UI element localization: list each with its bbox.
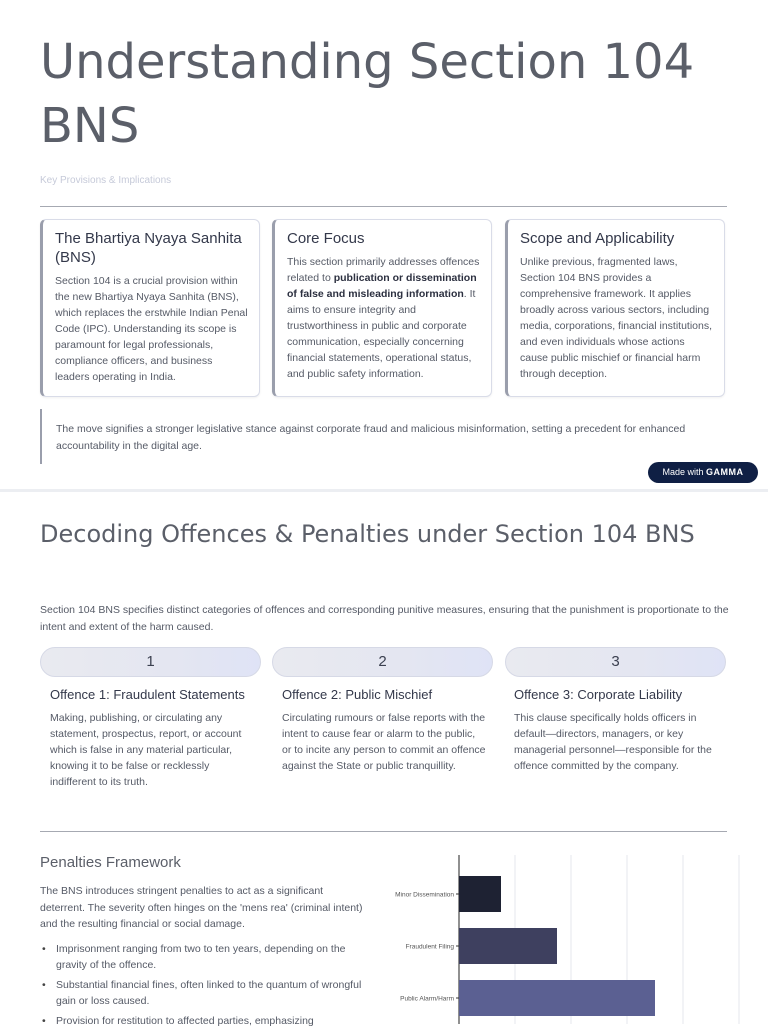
list-item: • Substantial financial fines, often linked to the quantum of wrongful gain or loss caused. [40, 977, 370, 1009]
card-core-focus [272, 219, 492, 397]
offence-heading: Offence 1: Fraudulent Statements [50, 687, 245, 702]
offence-body: Circulating rumours or false reports with the intent to cause fear or alarm to the public, or to incite any person to commit an offence against the State or public tranquillity. [282, 711, 486, 773]
penalties-heading: Penalties Framework [40, 854, 181, 871]
chart-category-label: Fraudulent Filing [405, 943, 454, 951]
offence-body: This clause specifically holds officers in default—directors, managers, or key managerial personnel—responsible for the offence committed by the company. [514, 711, 712, 773]
step-pill-1: 1 [40, 647, 261, 677]
page-subtitle: Key Provisions & Implications [40, 175, 172, 186]
card-heading: The Bhartiya Nyaya Sanhita (BNS) [55, 230, 242, 266]
offence-heading: Offence 2: Public Mischief [282, 687, 433, 702]
card-scope [505, 219, 725, 397]
step-pill-2: 2 [272, 647, 493, 677]
penalty-bar-chart [380, 855, 748, 1024]
penalties-intro: The BNS introduces stringent penalties to act as a significant deterrent. The severity often hinges on the 'mens rea' (criminal intent) and the resulting financial or social damage. [40, 885, 363, 930]
page-title: Understanding Section 104 BNS [40, 34, 695, 154]
offence-heading: Offence 3: Corporate Liability [514, 687, 683, 702]
badge-prefix: Made with [662, 467, 704, 477]
chart-bar [459, 980, 655, 1016]
card-body-text: This section primarily addresses offences related to [287, 256, 480, 284]
made-with-gamma-badge[interactable] [648, 462, 758, 483]
card-bns [40, 219, 260, 397]
list-item: • Imprisonment ranging from two to ten years, depending on the gravity of the offence. [40, 941, 370, 973]
card-body-emphasis: publication or dissemination of false and misleading information [287, 272, 477, 300]
card-heading: Scope and Applicability [520, 230, 675, 247]
chart-category-label: Public Alarm/Harm [400, 995, 454, 1003]
gamma-logo: GAMMA [706, 467, 744, 477]
list-item: • Provision for restitution to affected parties, emphasizing [40, 1013, 370, 1029]
chart-category-label: Minor Dissemination [395, 891, 454, 899]
slide-1 [0, 0, 768, 490]
offence-body: Making, publishing, or circulating any statement, prospectus, report, or account which is false in any material particular, knowing it to be false or recklessly indifferent to its truth. [50, 711, 242, 789]
chart-bar [459, 876, 501, 912]
offence-fraudulent-statements [50, 687, 255, 791]
divider [40, 206, 727, 207]
chart-bar [459, 928, 557, 964]
penalties-list [40, 941, 370, 1033]
card-body-text: . It aims to ensure integrity and trustworthiness in public and corporate communication, especially concerning financial statements, operational status, and public safety information. [287, 288, 476, 380]
card-body [287, 254, 481, 382]
offence-corporate-liability [514, 687, 719, 774]
step-pill-3: 3 [505, 647, 726, 677]
callout-quote: The move signifies a stronger legislative stance against corporate fraud and malicious misinformation, setting a precedent for enhanced accountability in the digital age. [40, 409, 720, 464]
section-intro: Section 104 BNS specifies distinct categories of offences and corresponding punitive measures, ensuring that the punishment is proportionate to the intent and extent of the harm caused. [40, 604, 729, 633]
section-title: Decoding Offences & Penalties under Section 104 BNS [40, 520, 695, 548]
divider [40, 831, 727, 832]
card-heading: Core Focus [287, 230, 365, 247]
card-body: Unlike previous, fragmented laws, Section 104 BNS provides a comprehensive framework. It applies broadly across various sectors, including media, corporations, financial institutions, and even individuals whose actions cause public mischief or financial harm through deception. [520, 256, 713, 380]
offence-public-mischief [282, 687, 487, 774]
card-body: Section 104 is a crucial provision within the new Bhartiya Nyaya Sanhita (BNS), which replaces the erstwhile Indian Penal Code (IPC). Understanding its scope is paramount for legal professionals, compliance officers, and business leaders operating in India. [55, 275, 248, 383]
